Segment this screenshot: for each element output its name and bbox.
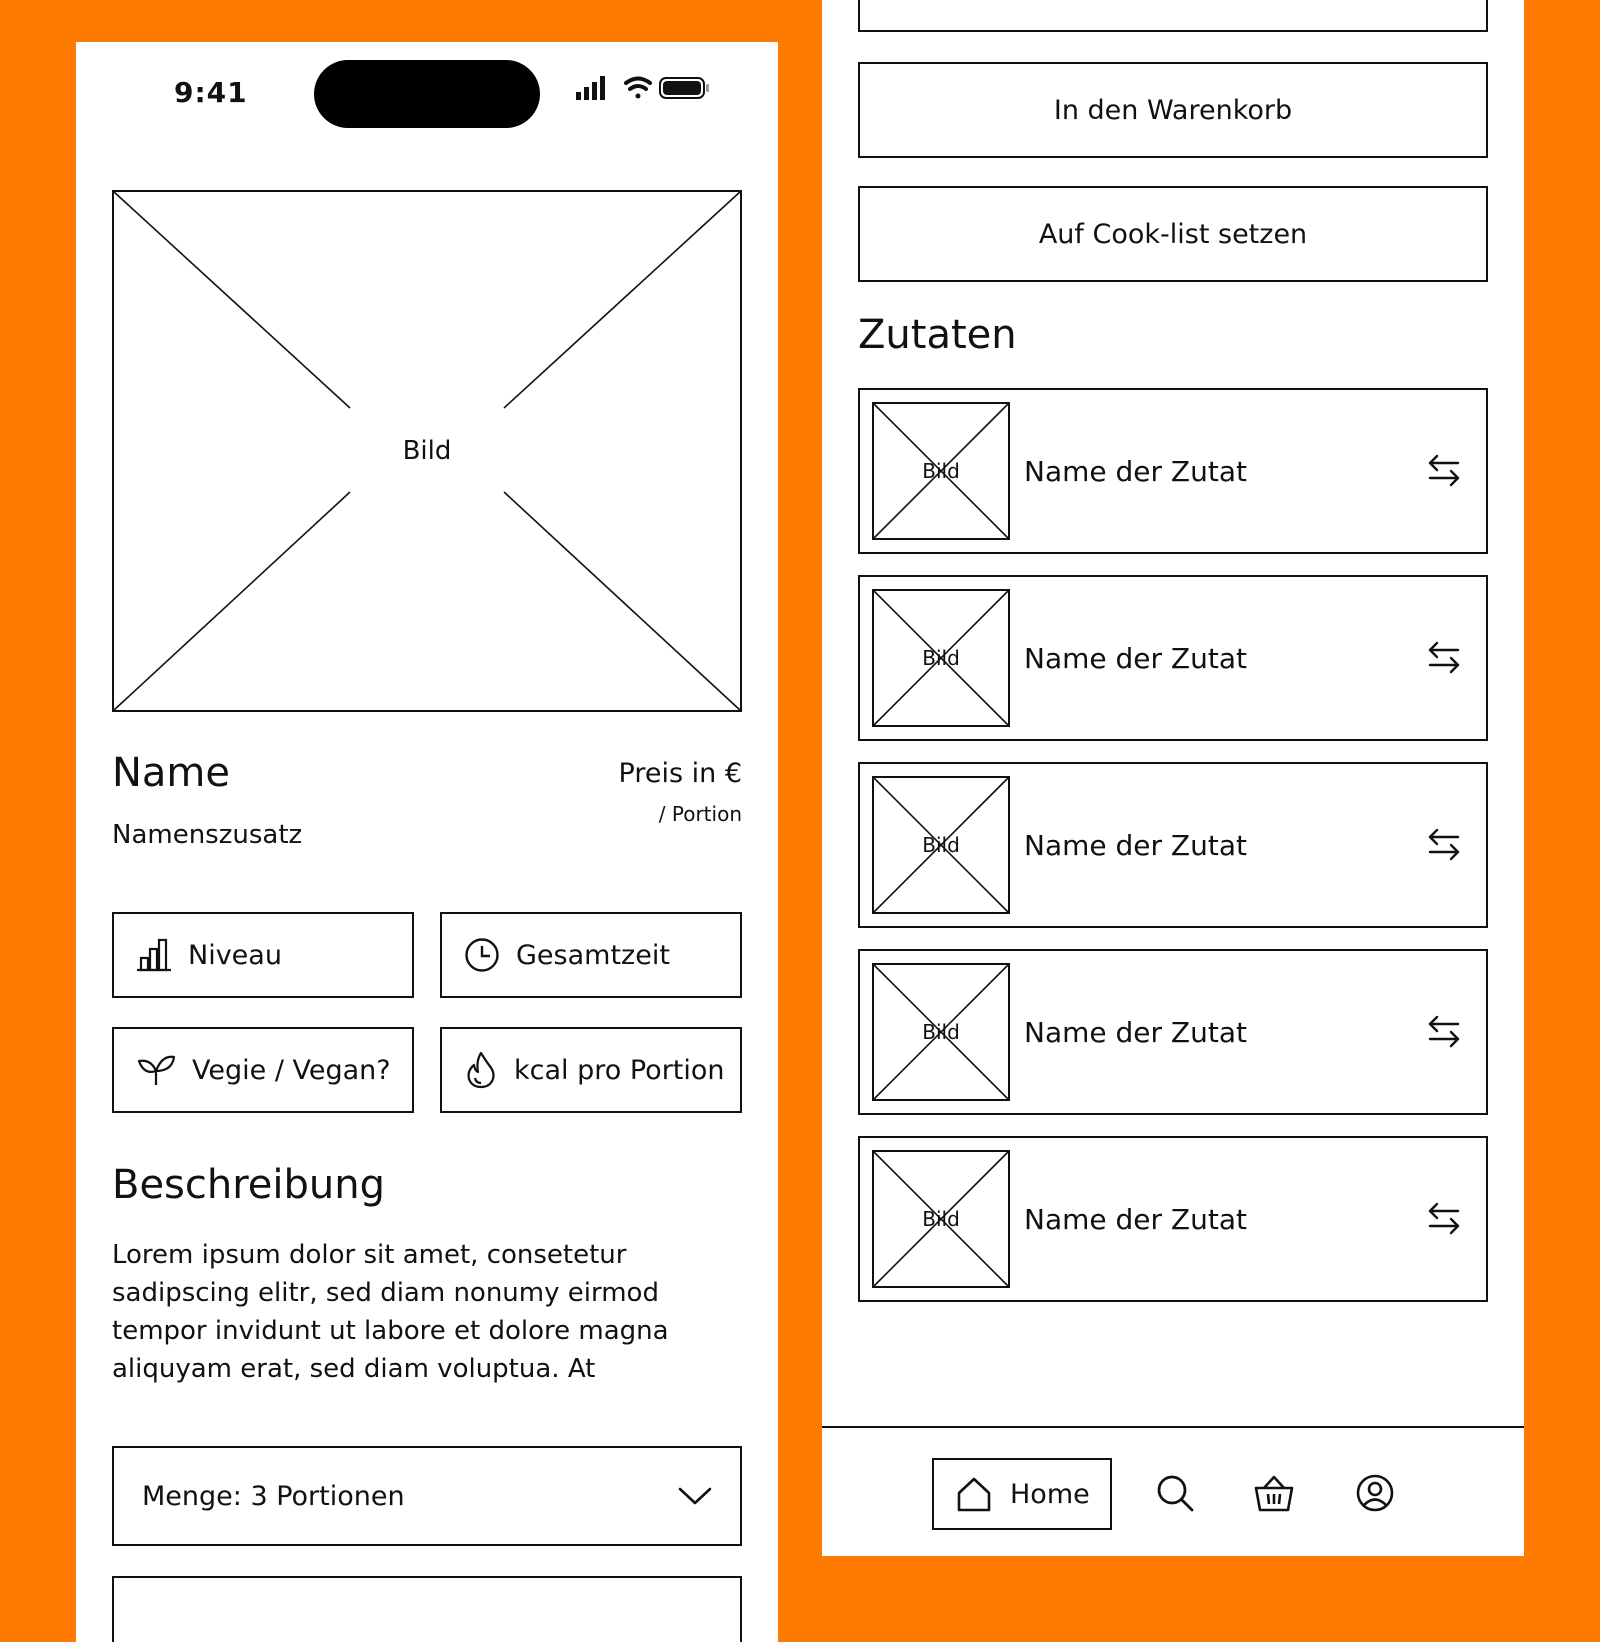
- profile-icon[interactable]: [1356, 1474, 1394, 1512]
- ingredient-image-label: Bild: [922, 833, 960, 857]
- attribute-diet: [112, 1027, 414, 1113]
- attribute-calories: [440, 1027, 742, 1113]
- ingredient-item[interactable]: [858, 1136, 1488, 1302]
- swap-icon[interactable]: [1426, 826, 1462, 862]
- ingredient-name: Name der Zutat: [1024, 1202, 1247, 1236]
- swap-icon[interactable]: [1426, 639, 1462, 675]
- swap-icon[interactable]: [1426, 1013, 1462, 1049]
- ingredient-image-placeholder: [872, 402, 1010, 540]
- image-label: Bild: [402, 436, 452, 466]
- ingredient-name: Name der Zutat: [1024, 454, 1247, 488]
- flame-icon: [464, 1051, 498, 1089]
- attribute-label: kcal pro Portion: [514, 1054, 725, 1086]
- ingredient-item[interactable]: [858, 575, 1488, 741]
- ingredients-heading: Zutaten: [858, 312, 1017, 358]
- nav-home-button[interactable]: [932, 1458, 1112, 1530]
- ingredient-image-label: Bild: [922, 646, 960, 670]
- add-to-cooklist-button[interactable]: Auf Cook-list setzen: [858, 186, 1488, 282]
- quantity-value: Menge: 3 Portionen: [142, 1480, 405, 1512]
- ingredient-image-placeholder: [872, 776, 1010, 914]
- product-screen-top: [76, 42, 778, 1642]
- attribute-total-time: [440, 912, 742, 998]
- leaf-icon: [136, 1053, 176, 1087]
- wifi-icon: [626, 79, 650, 99]
- product-image-placeholder: [112, 190, 742, 712]
- next-field-partial[interactable]: [112, 1576, 742, 1642]
- price-unit: / Portion: [658, 802, 742, 826]
- status-icons: [576, 76, 716, 104]
- product-subtitle: Namenszusatz: [112, 820, 303, 850]
- bottom-nav: [822, 1426, 1524, 1556]
- ingredient-image-placeholder: [872, 1150, 1010, 1288]
- ingredient-name: Name der Zutat: [1024, 1015, 1247, 1049]
- battery-icon: [660, 78, 709, 98]
- attribute-label: Vegie / Vegan?: [192, 1054, 391, 1086]
- ingredient-image-label: Bild: [922, 1020, 960, 1044]
- ingredient-item[interactable]: [858, 388, 1488, 554]
- ingredient-item[interactable]: [858, 762, 1488, 928]
- attribute-level: [112, 912, 414, 998]
- description-text: Lorem ipsum dolor sit amet, consetetur sadipscing elitr, sed diam nonumy eirmod tempor invidunt ut labore et dolore magna aliquyam erat, sed diam voluptua. At: [112, 1240, 669, 1384]
- swap-icon[interactable]: [1426, 452, 1462, 488]
- swap-icon[interactable]: [1426, 1200, 1462, 1236]
- ingredient-name: Name der Zutat: [1024, 828, 1247, 862]
- add-to-cart-button[interactable]: In den Warenkorb: [858, 62, 1488, 158]
- quantity-select[interactable]: [112, 1446, 742, 1546]
- clock-icon: [464, 937, 500, 973]
- ingredient-name: Name der Zutat: [1024, 641, 1247, 675]
- ingredient-image-placeholder: [872, 589, 1010, 727]
- bar-chart-icon: [136, 938, 172, 972]
- previous-field-partial[interactable]: [858, 0, 1488, 32]
- status-time: 9:41: [174, 76, 248, 109]
- cellular-signal-icon: [576, 76, 605, 100]
- basket-icon[interactable]: [1254, 1474, 1294, 1512]
- description-heading: Beschreibung: [112, 1162, 386, 1208]
- ingredient-image-placeholder: [872, 963, 1010, 1101]
- product-name: Name: [112, 750, 231, 796]
- attribute-label: Gesamtzeit: [516, 939, 670, 971]
- ingredient-item[interactable]: [858, 949, 1488, 1115]
- dynamic-island: [314, 60, 540, 128]
- product-price: Preis in €: [618, 758, 742, 789]
- attribute-label: Niveau: [188, 939, 282, 971]
- home-icon: [956, 1476, 992, 1512]
- search-icon[interactable]: [1156, 1474, 1194, 1512]
- ingredient-image-label: Bild: [922, 1207, 960, 1231]
- nav-home-label: Home: [1010, 1478, 1090, 1510]
- ingredient-image-label: Bild: [922, 459, 960, 483]
- chevron-down-icon: [678, 1486, 712, 1506]
- product-screen-bottom: [822, 0, 1524, 1556]
